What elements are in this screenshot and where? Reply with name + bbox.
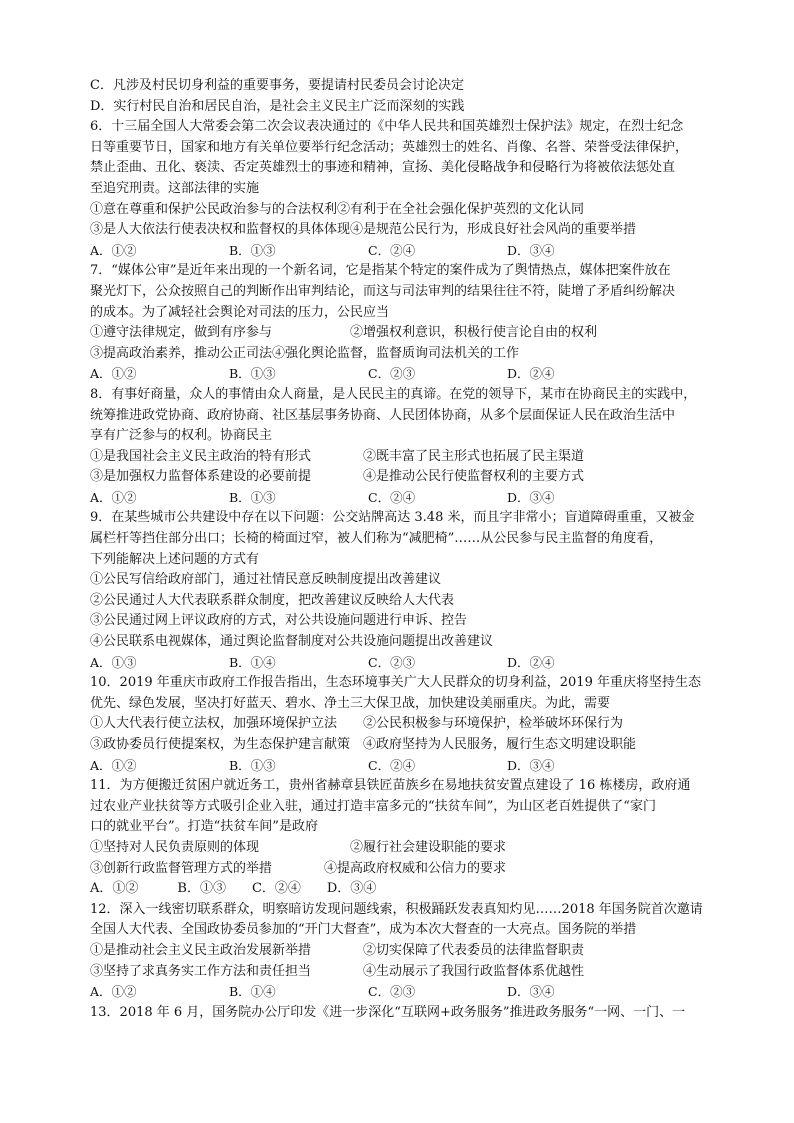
text-line: 至追究刑责。这部法律的实施 [90, 180, 260, 196]
text-line: 13．2018 年 6 月，国务院办公厅印发《进一步深化“互联网+政务服务”推进政务服务“一网、一门、一 [90, 1004, 686, 1020]
text-line: ①遵守法律规定，做到有序参与 ②增强权利意识，积极行使言论自由的权利 [90, 325, 598, 341]
answer-options [90, 364, 720, 385]
answer-option: B．①③ [229, 242, 276, 258]
answer-option: D．③④ [507, 757, 555, 773]
text-line: 享有广泛参与的权利。协商民主 [90, 428, 273, 444]
answer-option: A．①③ [90, 654, 137, 670]
answer-option: A．①② [90, 757, 137, 773]
answer-option: A．①② [90, 242, 137, 258]
answer-option: A．①② [90, 366, 137, 382]
answer-options [90, 653, 720, 674]
text-line: 6．十三届全国人大常委会第二次会议表决通过的《中华人民共和国英雄烈士保护法》规定，在烈士纪念 [90, 119, 684, 135]
text-line: 口的就业平台”。打造“扶贫车间”是政府 [90, 819, 318, 835]
text-line: 8．有事好商量，众人的事情由众人商量，是人民民主的真谛。在党的领导下，某市在协商民主的实践中， [90, 386, 697, 402]
text-line: ③坚持了求真务实工作方法和责任担当 ④生动展示了我国行政监督体系优越性 [90, 963, 585, 979]
text-line: ③是人大依法行使表决权和监督权的具体体现④是规范公民行为，形成良好社会风尚的重要举措 [90, 222, 637, 238]
text-line: 7．“媒体公审”是近年来出现的一个新名词，它是指某个特定的案件成为了舆情热点，媒体把案件放在 [90, 263, 671, 279]
answer-option: D．③④ [507, 984, 555, 1000]
text-line: 12．深入一线密切联系群众，明察暗访发现问题线索，积极踊跃发表真知灼见……2018 年国务院首次邀请 [90, 901, 703, 917]
text-line: 10．2019 年重庆市政府工作报告指出，生态环境事关广大人民群众的切身利益，2019 年重庆将坚持生态 [90, 675, 701, 691]
text-line: ①是推动社会主义民主政治发展新举措 ②切实保障了代表委员的法律监督职责 [90, 942, 585, 958]
answer-option: C．②④ [368, 757, 416, 773]
text-line: 的成本。为了减轻社会舆论对司法的压力，公民应当 [90, 304, 390, 320]
answer-option: B．①④ [229, 984, 276, 1000]
answer-options [90, 241, 720, 262]
text-line: ①人大代表行使立法权，加强环境保护立法 ②公民积极参与环境保护，检举破坏环保行为 [90, 716, 624, 732]
text-line: ②公民通过人大代表联系群众制度，把改善建议反映给人大代表 [90, 592, 455, 608]
answer-option: D．③④ [507, 242, 555, 258]
answer-options: A．①② B．①③ C．②④ D．③④ [90, 881, 377, 897]
answer-option: C．②④ [368, 242, 416, 258]
answer-option: D．②④ [507, 654, 555, 670]
text-line: 下列能解决上述问题的方式有 [90, 551, 260, 567]
answer-option: B．①③ [229, 366, 276, 382]
exam-page [90, 76, 720, 1023]
answer-options [90, 982, 720, 1003]
text-line: 禁止歪曲、丑化、亵渎、否定英雄烈士的事迹和精神，宣扬、美化侵略战争和侵略行为将被依法惩处直 [90, 160, 676, 176]
text-line: ①公民写信给政府部门，通过社情民意反映制度提出改善建议 [90, 572, 442, 588]
text-line: C．凡涉及村民切身利益的重要事务，要提请村民委员会讨论决定 [90, 78, 464, 93]
answer-option: B．①③ [229, 757, 276, 773]
text-line: ③公民通过网上评议政府的方式，对公共设施问题进行申诉、控告 [90, 613, 468, 629]
text-line: 优先、绿色发展，坚决打好蓝天、碧水、净土三大保卫战，加快建设美丽重庆。为此，需要 [90, 695, 611, 711]
text-line: ③提高政治素养，推动公正司法④强化舆论监督，监督质询司法机关的工作 [90, 345, 520, 361]
text-line: ③政协委员行使提案权，为生态保护建言献策 ④政府坚持为人民服务，履行生态文明建设职能 [90, 737, 637, 752]
text-line: 聚光灯下，公众按照自己的判断作出审判结论，而这与司法审判的结果往往不符，陡增了矛盾纠纷解决 [90, 283, 676, 299]
text-line: ③是加强权力监督体系建设的必要前提 ④是推动公民行使监督权利的主要方式 [90, 469, 585, 485]
text-line: 9．在某些城市公共建设中存在以下问题：公交站牌高达 3.48 米，而且字非常小；盲道障碍重重，又被金 [90, 510, 695, 526]
text-line: ①坚持对人民负责原则的体现 ②履行社会建设职能的要求 [90, 839, 507, 855]
answer-option: C．②③ [368, 984, 416, 1000]
answer-option: D．②④ [507, 366, 555, 382]
answer-option: C．②③ [368, 654, 416, 670]
text-line: 日等重要节日，国家和地方有关单位要举行纪念活动；英雄烈士的姓名、肖像、名誉、荣誉受法律保护， [90, 139, 689, 155]
answer-option: A．①② [90, 489, 137, 505]
text-line: 属栏杆等挡住部分出口；长椅的椅面过窄，被人们称为“减肥椅”……从公民参与民主监督的角度看， [90, 531, 663, 547]
text-line: ①意在尊重和保护公民政治参与的合法权利②有利于在全社会强化保护英烈的文化认同 [90, 201, 585, 217]
answer-options [90, 756, 720, 777]
answer-option: A．①② [90, 984, 137, 1000]
text-line: 11．为方便搬迁贫困户就近务工，贵州省赫章县铁匠苗族乡在易地扶贫安置点建设了 16 栋楼房，政府通 [90, 778, 691, 794]
answer-option: C．②③ [368, 366, 416, 382]
answer-option: B．①④ [229, 654, 276, 670]
answer-option: C．②④ [368, 489, 416, 505]
text-line: D．实行村民自治和居民自治，是社会主义民主广泛而深刻的实践 [90, 98, 465, 114]
text-line: 全国人大代表、全国政协委员参加的“开门大督查”，成为本次大督查的一大亮点。国务院的举措 [90, 922, 637, 938]
text-line: 过农业产业扶贫等方式吸引企业入驻，通过打造丰富多元的“扶贫车间”，为山区老百姓提供了“家门 [90, 798, 656, 814]
answer-option: B．①③ [229, 489, 276, 505]
text-line: ④公民联系电视媒体，通过舆论监督制度对公共设施问题提出改善建议 [90, 634, 494, 650]
answer-option: D．③④ [507, 489, 555, 505]
answer-options [90, 488, 720, 509]
text-line: ③创新行政监督管理方式的举措 ④提高政府权威和公信力的要求 [90, 860, 507, 876]
text-line: 统筹推进政党协商、政府协商、社区基层事务协商、人民团体协商，从多个层面保证人民在政治生活中 [90, 407, 676, 423]
text-line: ①是我国社会主义民主政治的特有形式 ②既丰富了民主形式也拓展了民主渠道 [90, 448, 585, 464]
